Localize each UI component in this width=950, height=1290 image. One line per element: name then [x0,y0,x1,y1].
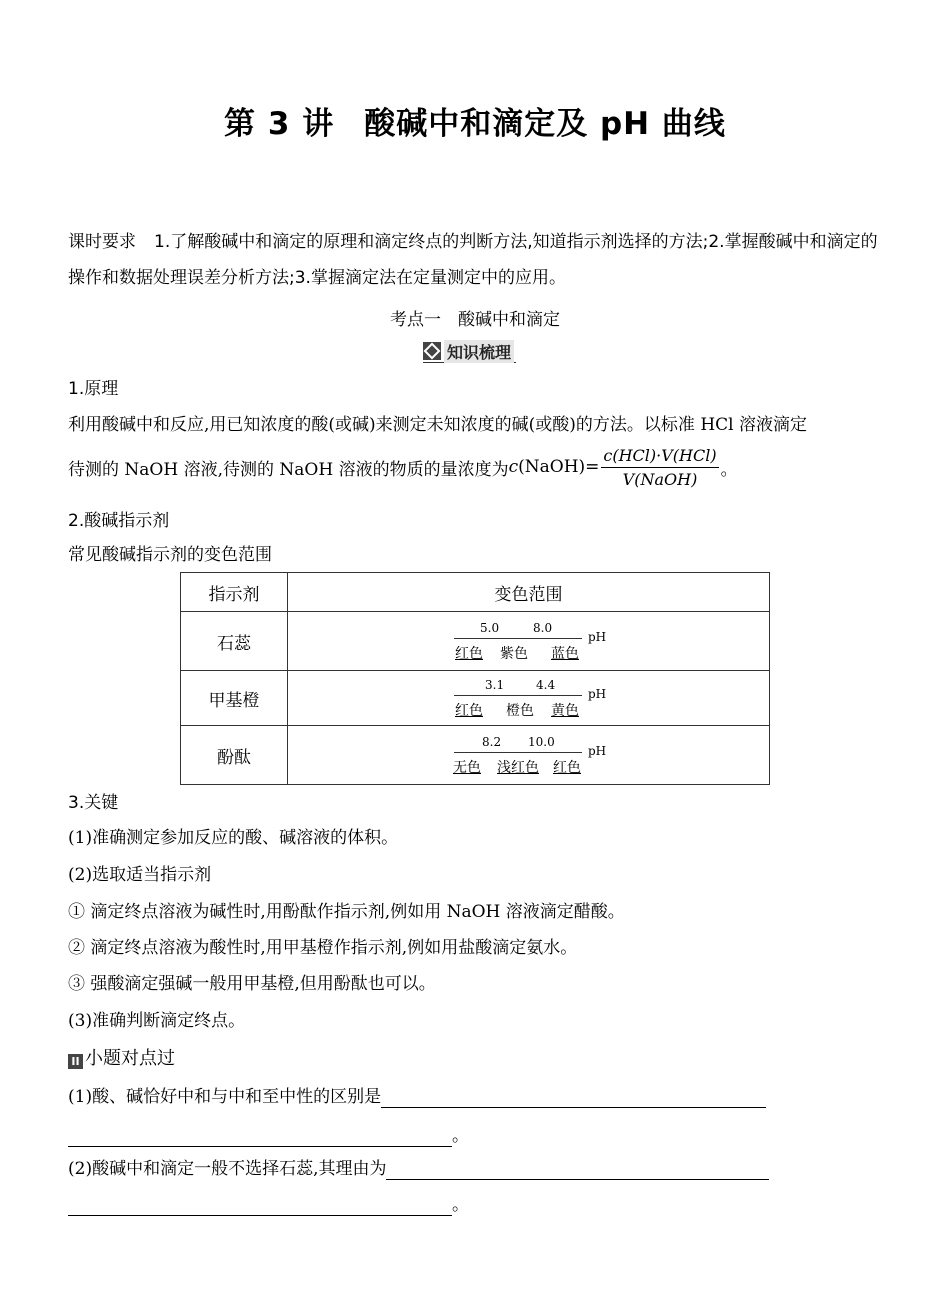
question-2-cont [68,1190,469,1216]
table-header-row [181,573,770,612]
question-1 [68,1082,766,1108]
ph-high: 4.4 [536,678,556,692]
principle-heading: 1.原理 [68,379,119,399]
ph-high: 10.0 [528,735,555,749]
range-cell [288,612,770,671]
indicator-name: 甲基橙 [181,671,288,726]
header-indicator: 指示剂 [181,573,288,612]
c-symbol: c [508,457,519,477]
table-row [181,671,770,726]
question-1-text: (1)酸、碱恰好中和与中和至中性的区别是 [68,1087,382,1107]
color-low: 红色 [455,646,483,662]
ph-scale [450,616,650,666]
ph-high: 8.0 [533,621,553,635]
color-high: 红色 [553,760,581,776]
requirements-text: 1.了解酸碱中和滴定的原理和滴定终点的判断方法,知道指示剂选择的方法;2.掌握酸碱中和滴定的操作和数据处理误差分析方法;3.掌握滴定法在定量测定中的应用。 [68,232,878,288]
answer-blank-1b[interactable] [68,1126,452,1147]
formula-period: 。 [720,459,738,480]
color-mid: 橙色 [506,703,534,719]
ph-low: 3.1 [485,678,505,692]
question-1-end: 。 [452,1126,469,1146]
c-argument: (NaOH)= [518,457,600,477]
ph-unit: pH [588,744,607,758]
answer-blank-1a[interactable] [381,1087,766,1108]
color-low: 红色 [455,703,483,719]
principle-line-1: 利用酸碱中和反应,用已知浓度的酸(或碱)来测定未知浓度的碱(或酸)的方法。以标准 HCl 溶液滴定 [68,415,808,435]
header-range: 变色范围 [288,573,770,612]
title-topic: 酸碱中和滴定及 pH 曲线 [364,106,726,142]
indicator-name: 石蕊 [181,612,288,671]
key-line-4: ② 滴定终点溶液为酸性时,用甲基橙作指示剂,例如用盐酸滴定氨水。 [68,938,578,958]
ph-unit: pH [588,687,607,701]
key-line-5: ③ 强酸滴定强碱一般用甲基橙,但用酚酞也可以。 [68,974,436,994]
ph-unit: pH [588,630,607,644]
key-line-2: (2)选取适当指示剂 [68,865,212,885]
requirements-label: 课时要求 [68,232,136,252]
indicator-table [180,572,770,785]
practice-heading-text: 小题对点过 [85,1048,175,1069]
table-row [181,726,770,785]
key-line-6: (3)准确判断滴定终点。 [68,1011,246,1031]
knowledge-badge [423,340,516,363]
question-2 [68,1154,769,1180]
page-title [0,98,950,143]
key-line-3: ① 滴定终点溶液为碱性时,用酚酞作指示剂,例如用 NaOH 溶液滴定醋酸。 [68,902,625,922]
key-heading: 3.关键 [68,793,119,813]
indicator-name: 酚酞 [181,726,288,785]
color-high: 黄色 [551,703,579,719]
fraction-denominator: V(NaOH) [622,469,698,489]
principle-line-2 [68,442,738,492]
question-2-end: 。 [452,1195,469,1215]
range-cell [288,671,770,726]
color-mid: 紫色 [500,646,528,662]
answer-blank-2a[interactable] [386,1159,769,1180]
ph-scale [450,730,650,780]
question-1-cont [68,1121,469,1147]
practice-icon: II [68,1054,83,1069]
requirements [68,224,883,296]
diamond-icon [423,342,441,360]
key-line-1: (1)准确测定参加反应的酸、碱溶液的体积。 [68,828,399,848]
answer-blank-2b[interactable] [68,1195,452,1216]
ph-low: 5.0 [480,621,500,635]
ph-low: 8.2 [482,735,502,749]
scale-axis [454,695,582,696]
color-high: 蓝色 [551,646,579,662]
ph-scale [450,673,650,723]
section-heading: 考点一 酸碱中和滴定 [390,310,560,330]
title-lesson: 第 3 讲 [224,106,335,142]
scale-axis [454,752,582,753]
color-low: 无色 [453,760,481,776]
color-mid: 浅红色 [497,760,539,776]
principle-line-2-text: 待测的 NaOH 溶液,待测的 NaOH 溶液的物质的量浓度为 [68,459,509,480]
concentration-fraction [601,446,718,489]
range-cell [288,726,770,785]
indicators-intro: 常见酸碱指示剂的变色范围 [68,545,272,565]
scale-axis [454,638,582,639]
badge-label: 知识梳理 [444,340,514,363]
indicators-heading: 2.酸碱指示剂 [68,511,170,531]
table-row [181,612,770,671]
question-2-text: (2)酸碱中和滴定一般不选择石蕊,其理由为 [68,1159,387,1179]
practice-heading [68,1044,175,1070]
fraction-numerator: c(HCl)·V(HCl) [601,446,718,468]
